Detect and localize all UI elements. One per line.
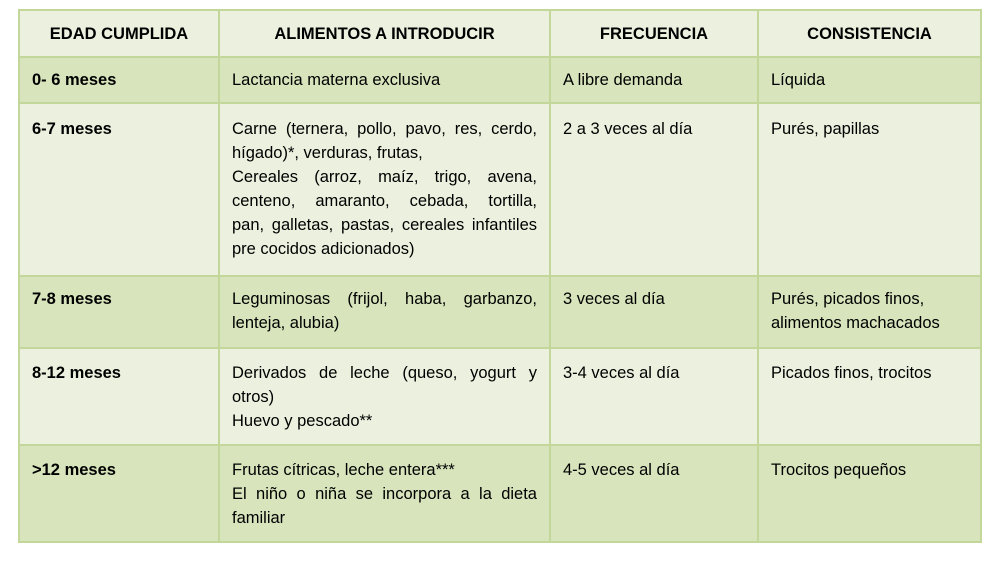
consistency-line: alimentos machacados <box>771 314 940 332</box>
age-cell: 0- 6 meses <box>19 57 219 103</box>
foods-line: centeno, amaranto, cebada, tortilla, <box>232 192 537 210</box>
header-frequency: FRECUENCIA <box>550 10 758 57</box>
foods-cell <box>219 276 550 348</box>
table-row <box>19 57 981 103</box>
header-consistency: CONSISTENCIA <box>758 10 981 57</box>
foods-line: familiar <box>232 509 286 527</box>
foods-line: Lactancia materna exclusiva <box>232 71 441 89</box>
foods-line: Huevo y pescado** <box>232 412 373 430</box>
frequency-cell: 3 veces al día <box>550 276 758 348</box>
header-age: EDAD CUMPLIDA <box>19 10 219 57</box>
table-row <box>19 103 981 276</box>
header-foods: ALIMENTOS A INTRODUCIR <box>219 10 550 57</box>
feeding-table-container <box>18 9 980 543</box>
foods-cell <box>219 348 550 445</box>
consistency-line: Líquida <box>771 71 826 89</box>
foods-line: lenteja, alubia) <box>232 314 340 332</box>
consistency-cell <box>758 276 981 348</box>
foods-line: pre cocidos adicionados) <box>232 240 415 258</box>
frequency-cell: 2 a 3 veces al día <box>550 103 758 276</box>
foods-cell <box>219 103 550 276</box>
age-cell: 8-12 meses <box>19 348 219 445</box>
consistency-line: Picados finos, trocitos <box>771 364 932 382</box>
foods-line: Frutas cítricas, leche entera*** <box>232 461 455 479</box>
table-header-row <box>19 10 981 57</box>
foods-line: pan, galletas, pastas, cereales infantiles <box>232 216 537 234</box>
age-cell: >12 meses <box>19 445 219 542</box>
age-cell: 6-7 meses <box>19 103 219 276</box>
consistency-cell <box>758 348 981 445</box>
table-row <box>19 445 981 542</box>
age-cell: 7-8 meses <box>19 276 219 348</box>
foods-cell <box>219 445 550 542</box>
frequency-cell: A libre demanda <box>550 57 758 103</box>
table-row <box>19 276 981 348</box>
foods-line: otros) <box>232 388 275 406</box>
foods-line: El niño o niña se incorpora a la dieta <box>232 485 537 503</box>
foods-line: Leguminosas (frijol, haba, garbanzo, <box>232 290 537 308</box>
foods-line: Carne (ternera, pollo, pavo, res, cerdo, <box>232 120 537 138</box>
foods-cell <box>219 57 550 103</box>
foods-line: Derivados de leche (queso, yogurt y <box>232 364 537 382</box>
table-row <box>19 348 981 445</box>
consistency-line: Purés, picados finos, <box>771 290 925 308</box>
feeding-schedule-table <box>18 9 982 543</box>
consistency-cell <box>758 445 981 542</box>
consistency-line: Purés, papillas <box>771 120 880 138</box>
frequency-cell: 4-5 veces al día <box>550 445 758 542</box>
consistency-cell <box>758 57 981 103</box>
consistency-line: Trocitos pequeños <box>771 461 907 479</box>
foods-line: hígado)*, verduras, frutas, <box>232 144 423 162</box>
frequency-cell: 3-4 veces al día <box>550 348 758 445</box>
foods-line: Cereales (arroz, maíz, trigo, avena, <box>232 168 537 186</box>
consistency-cell <box>758 103 981 276</box>
